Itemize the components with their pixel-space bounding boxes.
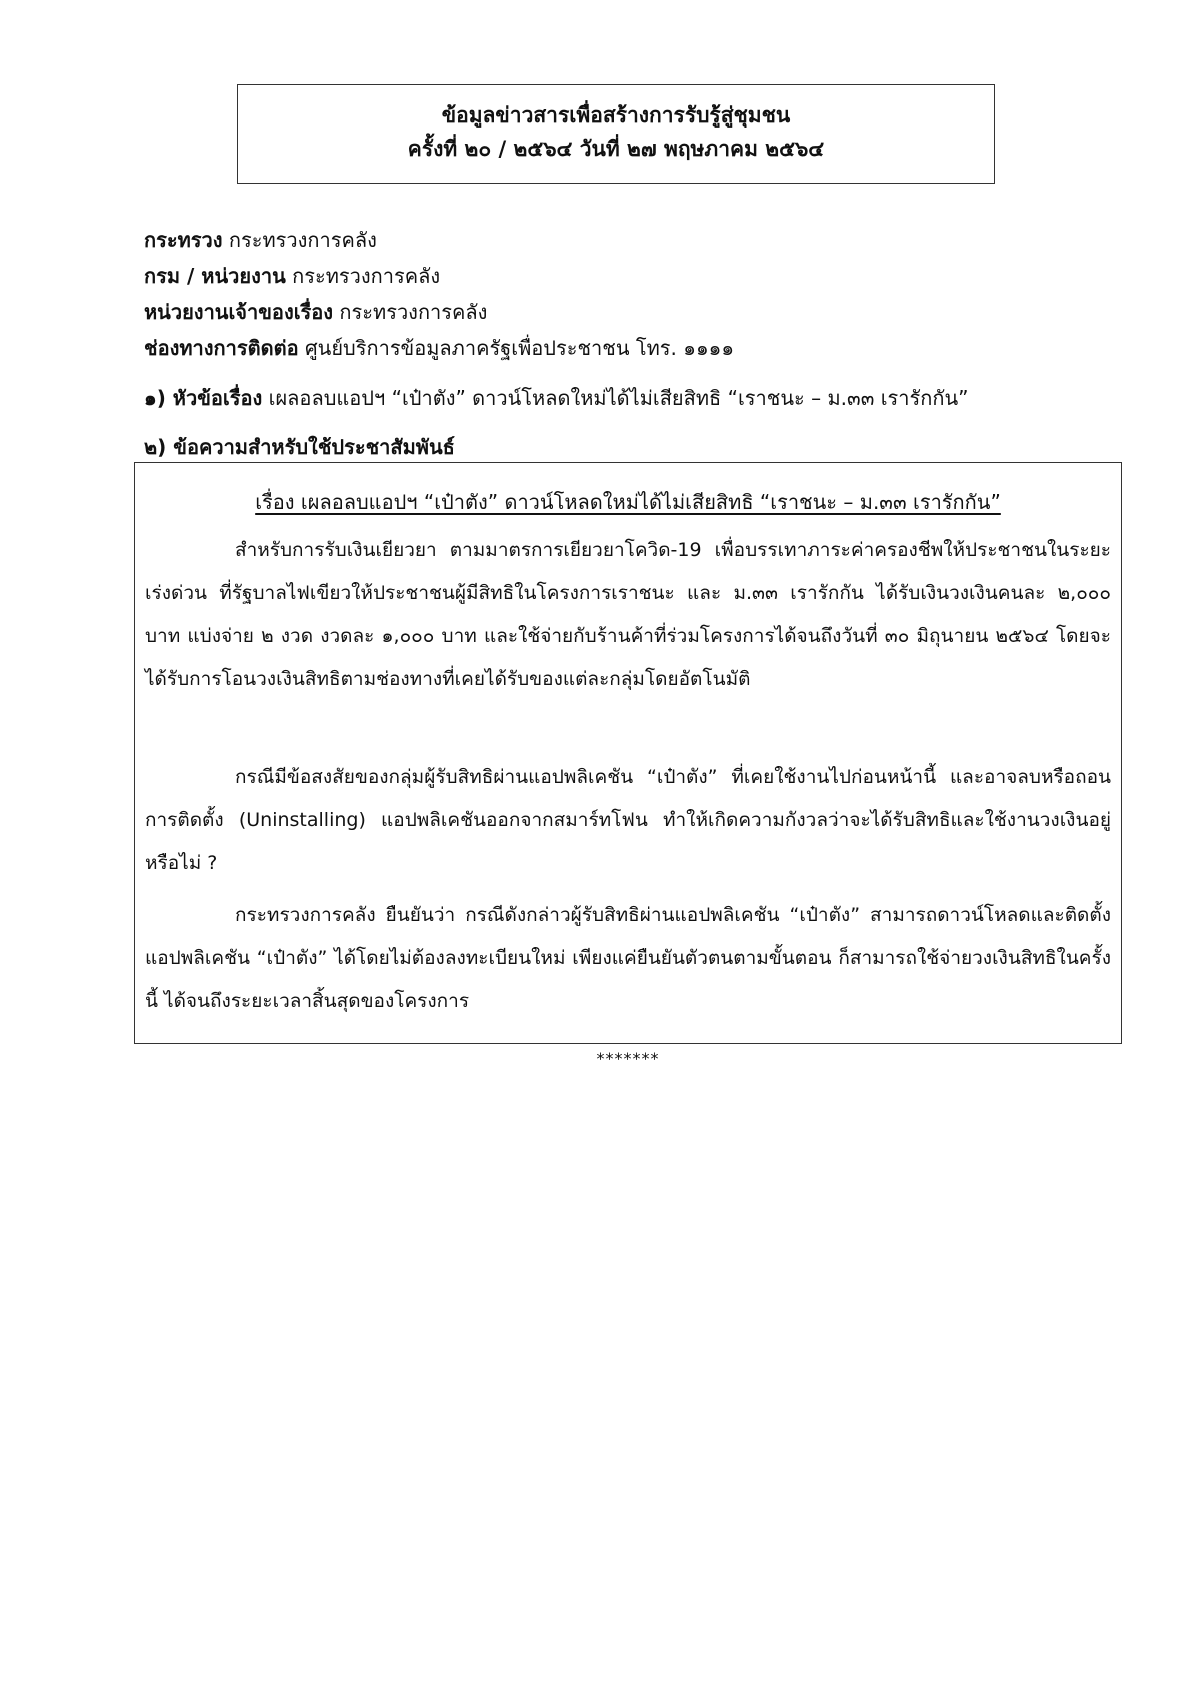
meta-contact-value: ศูนย์บริการข้อมูลภาครัฐเพื่อประชาชน โทร. ๑๑๑๑ bbox=[304, 336, 735, 360]
pr-message-title-text: เรื่อง เผลอลบแอปฯ “เป๋าตัง” ดาวน์โหลดใหม่ได้ไม่เสียสิทธิ “เราชนะ – ม.๓๓ เรารักกัน” bbox=[255, 490, 1001, 514]
header-issue-date: ครั้งที่ ๒๐ / ๒๕๖๔ วันที่ ๒๗ พฤษภาคม ๒๕๖๔ bbox=[407, 137, 825, 161]
meta-department bbox=[144, 258, 1124, 294]
topic-line bbox=[144, 380, 1144, 416]
meta-owner-value: กระทรวงการคลัง bbox=[339, 300, 488, 324]
pr-paragraph-3: กระทรวงการคลัง ยืนยันว่า กรณีดังกล่าวผู้รับสิทธิผ่านแอปพลิเคชัน “เป๋าตัง” สามารถดาวน์โหลดและติดตั้งแอปพลิเคชัน “เป๋าตัง” ได้โดยไม่ต้องลงทะเบียนใหม่ เพียงแค่ยืนยันตัวตนตามขั้นตอน ก็สามารถใช้จ่ายวงเงินสิทธิในครั้งนี้ ได้จนถึงระยะเวลาสิ้นสุดของโครงการ bbox=[145, 904, 1111, 1012]
end-of-document-mark: ******* bbox=[596, 1049, 660, 1068]
meta-contact bbox=[144, 330, 1124, 366]
meta-ministry-label: กระทรวง bbox=[144, 228, 223, 252]
pr-message-title bbox=[135, 487, 1121, 517]
meta-department-value: กระทรวงการคลัง bbox=[292, 264, 441, 288]
section-pr-heading: ๒) ข้อความสำหรับใช้ประชาสัมพันธ์ bbox=[144, 435, 455, 459]
meta-block bbox=[144, 222, 1124, 366]
meta-ministry bbox=[144, 222, 1124, 258]
header-box bbox=[237, 84, 995, 184]
header-title: ข้อมูลข่าวสารเพื่อสร้างการรับรู้สู่ชุมชน bbox=[441, 103, 791, 127]
meta-owner-label: หน่วยงานเจ้าของเรื่อง bbox=[144, 300, 334, 324]
meta-ministry-value: กระทรวงการคลัง bbox=[228, 228, 377, 252]
meta-contact-label: ช่องทางการติดต่อ bbox=[144, 336, 299, 360]
meta-owner bbox=[144, 294, 1124, 330]
meta-department-label: กรม / หน่วยงาน bbox=[144, 264, 286, 288]
pr-message-box bbox=[134, 462, 1122, 1044]
pr-paragraph-2: กรณีมีข้อสงสัยของกลุ่มผู้รับสิทธิผ่านแอปพลิเคชัน “เป๋าตัง” ที่เคยใช้งานไปก่อนหน้านี้ และอาจลบหรือถอนการติดตั้ง (Uninstalling) แอปพลิเคชันออกจากสมาร์ทโฟน ทำให้เกิดความกังวลว่าจะได้รับสิทธิและใช้งานวงเงินอยู่หรือไม่ ? bbox=[145, 766, 1111, 874]
pr-paragraph-1: สำหรับการรับเงินเยียวยา ตามมาตรการเยียวยาโควิด-19 เพื่อบรรเทาภาระค่าครองชีพให้ประชาชนในระยะเร่งด่วน ที่รัฐบาลไฟเขียวให้ประชาชนผู้มีสิทธิในโครงการเราชนะ และ ม.๓๓ เรารักกัน ได้รับเงินวงเงินคนละ ๒,๐๐๐ บาท แบ่งจ่าย ๒ งวด งวดละ ๑,๐๐๐ บาท และใช้จ่ายกับร้านค้าที่ร่วมโครงการได้จนถึงวันที่ ๓๐ มิถุนายน ๒๕๖๔ โดยจะได้รับการโอนวงเงินสิทธิตามช่องทางที่เคยได้รับของแต่ละกลุ่มโดยอัตโนมัติ bbox=[145, 539, 1111, 690]
topic-label: ๑) หัวข้อเรื่อง bbox=[144, 386, 263, 410]
topic-value: เผลอลบแอปฯ “เป๋าตัง” ดาวน์โหลดใหม่ได้ไม่เสียสิทธิ “เราชนะ – ม.๓๓ เรารักกัน” bbox=[268, 386, 969, 410]
